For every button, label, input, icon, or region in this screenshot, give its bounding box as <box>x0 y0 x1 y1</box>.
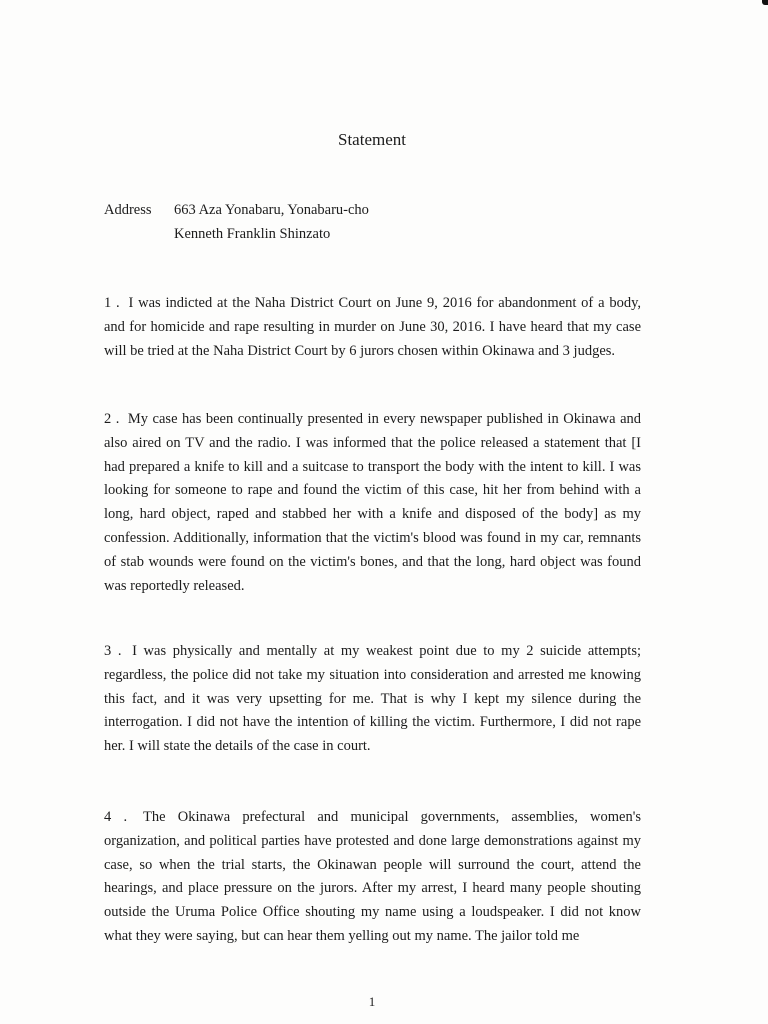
paragraph-text: My case has been continually presented in every newspaper published in Okinawa and also aired on TV and the radio. I was informed that the police released a statement that [I had prepared a knife to kill and a suitcase to transport the body with the intent to kill. I was looking for someone to rape and found the victim of this case, hit her from behind with a long, hard object, raped and stabbed her with a knife and disposed of the body] as my confession. Additionally, information that the victim's blood was found in my car, remnants of stab wounds were found on the victim's bones, and that the long, hard object was found was reportedly released. <box>104 411 642 594</box>
paragraph-text: I was physically and mentally at my weakest point due to my 2 suicide attempts; regardless, the police did not take my situation into consideration and arrested me knowing this fact, and it was very upsetting for me. That is why I kept my silence during the interrogation. I did not have the intention of killing the victim. Furthermore, I did not rape her. I will state the details of the case in court. <box>104 643 641 755</box>
paragraph-number: 3 . <box>104 643 122 659</box>
paragraph-text: I was indicted at the Naha District Court on June 9, 2016 for abandonment of a body, and for homicide and rape resulting in murder on June 30, 2016. I have heard that my case will be tried at the Naha District Court by 6 jurors chosen within Okinawa and 3 judges. <box>104 295 641 359</box>
paragraph-1 <box>104 292 641 363</box>
page-number: 1 <box>368 994 376 1009</box>
scan-artifact <box>762 0 768 5</box>
person-name: Kenneth Franklin Shinzato <box>174 226 331 242</box>
paragraph-text: The Okinawa prefectural and municipal governments, assemblies, women's organization, and political parties have protested and done large demonstrations against my case, so when the trial starts, the Okinawan people will surround the court, attend the hearings, and place pressure on the jurors. After my arrest, I heard many people shouting outside the Uruma Police Office shouting my name using a loudspeaker. I did not know what they were saying, but can hear them yelling out my name. The jailor told me <box>104 809 641 944</box>
paragraph-number: 1 . <box>104 295 120 311</box>
paragraph-number: 2 . <box>104 411 120 427</box>
address-label: Address <box>104 202 152 218</box>
address-value: 663 Aza Yonabaru, Yonabaru-cho <box>174 202 369 218</box>
paragraph-2 <box>104 408 641 598</box>
page-title: Statement <box>338 130 406 149</box>
paragraph-number: 4 . <box>104 809 128 825</box>
paragraph-3 <box>104 640 641 759</box>
paragraph-4 <box>104 806 641 949</box>
